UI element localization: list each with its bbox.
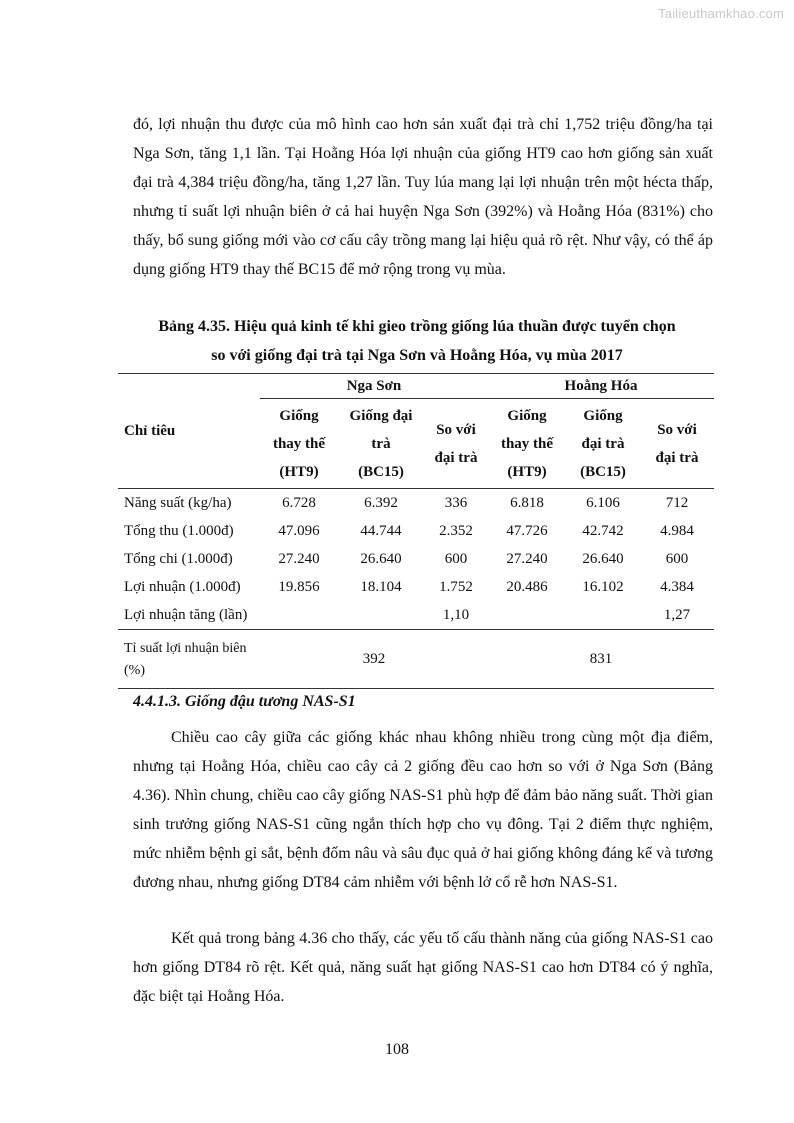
table-cell: 27.240: [278, 550, 320, 567]
page-number: 108: [385, 1041, 409, 1058]
row-label: Lợi nhuận (1.000đ): [124, 578, 241, 595]
table-cell: 16.102: [582, 578, 624, 595]
table-cell-hoang-hoa-rate: 831: [589, 650, 613, 667]
header-hh-bc15: [566, 399, 640, 489]
header-line: Giống: [583, 407, 623, 424]
table-cell: 1,10: [442, 606, 470, 623]
header-line: So với: [657, 421, 697, 438]
header-line: (HT9): [279, 463, 319, 480]
table-cell: 47.096: [278, 522, 320, 539]
table-cell: [260, 601, 338, 630]
table-cell: 2.352: [439, 522, 473, 539]
header-line: đại trà: [434, 449, 478, 466]
row-label: Tổng chi (1.000đ): [124, 550, 233, 567]
table-row: [118, 489, 714, 518]
header-criteria: Chỉ tiêu: [124, 422, 176, 439]
table-cell: 600: [444, 550, 468, 567]
header-line: thay thế: [500, 435, 554, 452]
table-row: [118, 601, 714, 630]
table-cell: 6.392: [364, 494, 398, 511]
header-line: đại trà: [655, 449, 699, 466]
row-label-line: Tỉ suất lợi nhuận biên: [124, 641, 247, 656]
intro-paragraph: đó, lợi nhuận thu được của mô hình cao hơn sản xuất đại trà chỉ 1,752 triệu đồng/ha tại Nga Sơn, tăng 1,1 lần. Tại Hoằng Hóa lợi nhuận của giống HT9 cao hơn giống sản xuất đại trà 4,384 triệu đồng/ha, tăng 1,27 lần. Tuy lúa mang lại lợi nhuận trên một hécta thấp, nhưng tỉ suất lợi nhuận biên ở cả hai huyện Nga Sơn (392%) và Hoằng Hóa (831%) cho thấy, bổ sung giống mới vào cơ cấu cây trồng mang lại hiệu quả rõ rệt. Như vậy, có thể áp dụng giống HT9 thay thế BC15 để mở rộng trong vụ mùa.: [133, 116, 713, 278]
header-group-nga-son: Nga Sơn: [260, 374, 488, 399]
header-line: (HT9): [507, 463, 547, 480]
table-cell: 26.640: [360, 550, 402, 567]
row-label: Năng suất (kg/ha): [124, 494, 232, 511]
table-cell: 19.856: [278, 578, 320, 595]
header-ns-ht9: [260, 399, 338, 489]
table-cell: [488, 601, 566, 630]
table-row: [118, 545, 714, 573]
table-cell: 44.744: [360, 522, 402, 539]
header-ns-compare: [424, 399, 488, 489]
table-cell: 6.106: [586, 494, 620, 511]
table-cell-nga-son-rate: 392: [362, 650, 386, 667]
table-cell: 6.728: [282, 494, 316, 511]
row-label: Tổng thu (1.000đ): [124, 522, 234, 539]
header-line: So với: [436, 421, 476, 438]
table-caption: [120, 312, 714, 370]
header-line: Giống: [279, 407, 319, 424]
table-cell: 42.742: [582, 522, 624, 539]
table-cell: 47.726: [506, 522, 548, 539]
row-label: Lợi nhuận tăng (lần): [124, 606, 248, 623]
table-cell: 1.752: [439, 578, 473, 595]
body-paragraph-3: Kết quả trong bảng 4.36 cho thấy, các yếu tố cấu thành năng của giống NAS-S1 cao hơn giống DT84 rõ rệt. Kết quả, năng suất hạt giống NAS-S1 cao hơn DT84 có ý nghĩa, đặc biệt tại Hoằng Hóa.: [133, 930, 713, 1005]
table-cell: 4.384: [660, 578, 694, 595]
economic-efficiency-table: [118, 373, 714, 689]
header-line: Giống đại: [349, 407, 413, 424]
header-line: thay thế: [272, 435, 326, 452]
table-cell: 27.240: [506, 550, 548, 567]
row-label: [118, 630, 260, 689]
section-heading: 4.4.1.3. Giống đậu tương NAS-S1: [133, 693, 356, 710]
table-cell: 712: [665, 494, 689, 511]
watermark: Tailieuthamkhao.com: [658, 6, 784, 21]
table-cell: 6.818: [510, 494, 544, 511]
table-caption-line2: so với giống đại trà tại Nga Sơn và Hoằng Hóa, vụ mùa 2017: [211, 347, 623, 364]
table-row-marginal-rate: [118, 630, 714, 689]
table-cell: 600: [665, 550, 689, 567]
table-cell: [338, 601, 424, 630]
table-caption-line1: Bảng 4.35. Hiệu quả kinh tế khi gieo trồng giống lúa thuần được tuyển chọn: [158, 318, 676, 335]
header-hh-compare: [640, 399, 714, 489]
header-line: Giống: [507, 407, 547, 424]
table-cell: 26.640: [582, 550, 624, 567]
row-label-line: (%): [124, 663, 145, 678]
table-cell: 1,27: [663, 606, 691, 623]
header-hh-ht9: [488, 399, 566, 489]
header-line: (BC15): [358, 463, 404, 480]
table-cell: 4.984: [660, 522, 694, 539]
header-group-hoang-hoa: Hoằng Hóa: [488, 374, 714, 399]
body-paragraph-2: Chiều cao cây giữa các giống khác nhau không nhiều trong cùng một địa điểm, nhưng tại Hoằng Hóa, chiều cao cây cả 2 giống đều cao hơn so với ở Nga Sơn (Bảng 4.36). Nhìn chung, chiều cao cây giống NAS-S1 phù hợp để đảm bảo năng suất. Thời gian sinh trưởng giống NAS-S1 cũng ngắn thích hợp cho vụ đông. Tại 2 điểm thực nghiệm, mức nhiễm bệnh gỉ sắt, bệnh đốm nâu và sâu đục quả ở hai giống không đáng kể và tương đương nhau, nhưng giống DT84 cảm nhiễm với bệnh lở cổ rễ hơn NAS-S1.: [133, 729, 713, 891]
table-row: [118, 517, 714, 545]
header-line: (BC15): [580, 463, 626, 480]
table-cell: 20.486: [506, 578, 548, 595]
table-cell: 336: [444, 494, 468, 511]
header-line: đại trà: [581, 435, 625, 452]
header-ns-bc15: [338, 399, 424, 489]
table-row: [118, 573, 714, 601]
table-cell: 18.104: [360, 578, 402, 595]
header-line: trà: [371, 435, 391, 452]
table-cell: [566, 601, 640, 630]
